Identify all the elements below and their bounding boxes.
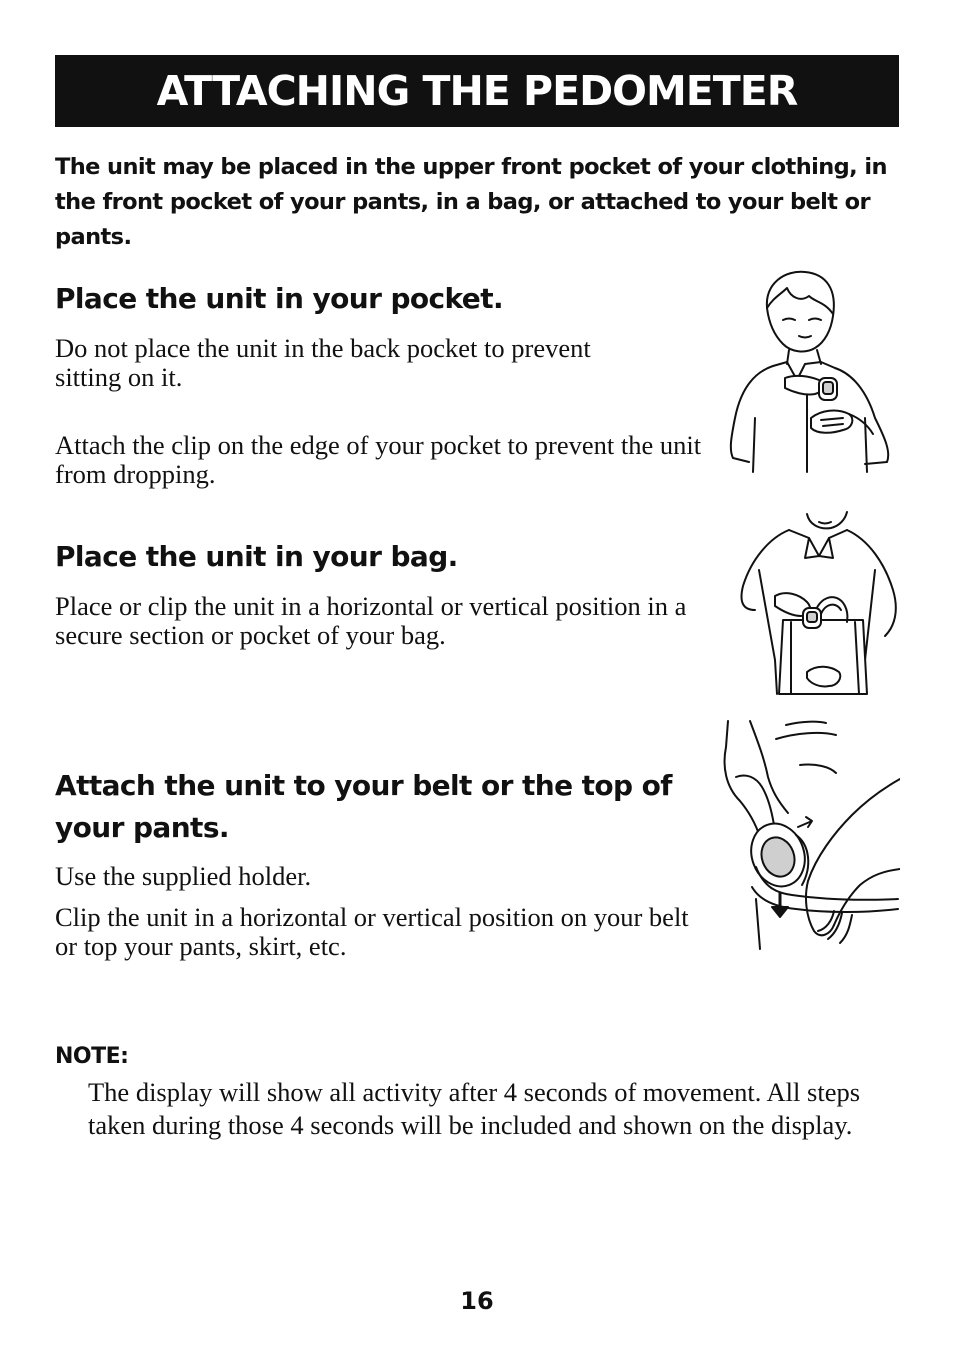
bag-illustration (735, 510, 900, 696)
pocket-paragraph-2: Attach the clip on the edge of your pocket to prevent the unit from dropping. (55, 430, 702, 489)
heading-bag: Place the unit in your bag. (55, 540, 458, 573)
page-number: 16 (460, 1287, 494, 1315)
page-title: ATTACHING THE PEDOMETER (55, 55, 899, 127)
belt-illustration (716, 717, 900, 953)
belt-paragraph-2: Clip the unit in a horizontal or vertical position on your belt or top your pants, skirt, etc. (55, 902, 689, 961)
intro-text: The unit may be placed in the upper front pocket of your clothing, in the front pocket of your pants, in a bag, or attached to your belt or pants. (55, 154, 887, 250)
bag-paragraph-1: Place or clip the unit in a horizontal or vertical position in a secure section or pocket of your bag. (55, 591, 687, 650)
heading-pocket: Place the unit in your pocket. (55, 282, 504, 315)
pocket-illustration (725, 268, 895, 474)
note-label: NOTE: (55, 1044, 129, 1069)
pocket-paragraph-1: Do not place the unit in the back pocket to prevent sitting on it. (55, 333, 591, 392)
belt-paragraph-1: Use the supplied holder. (55, 861, 312, 891)
note-text: The display will show all activity after 4 seconds of movement. All steps taken during those 4 seconds will be included and shown on the display. (88, 1077, 861, 1140)
heading-belt: Attach the unit to your belt or the top of your pants. (55, 769, 672, 844)
